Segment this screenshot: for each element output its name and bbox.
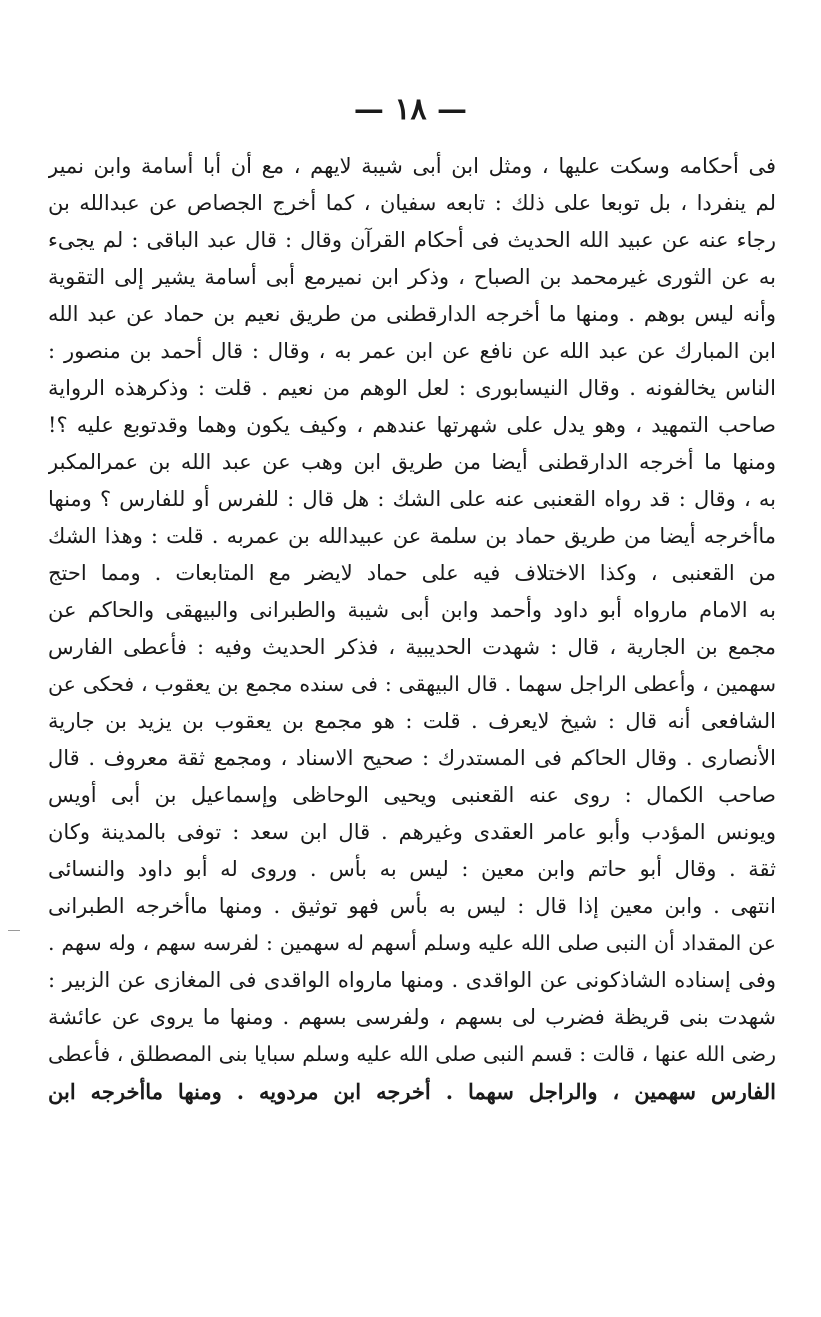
text-line: به ، وقال : قد رواه القعنبى عنه على الشك : هل قال : للفرس أو للفارس ؟ ومنها (48, 487, 776, 511)
page-number: — ١٨ — (353, 92, 468, 127)
text-line: انتهى . وابن معين إذا قال : ليس به بأس فهو توثيق . ومنها ماأخرجه الطبرانى (48, 894, 776, 918)
text-line: به الامام مارواه أبو داود وأحمد وابن أبى شيبة والطبرانى والبيهقى والحاكم عن (48, 598, 776, 622)
text-line: ومنها ما أخرجه الدارقطنى أيضا من طريق ابن وهب عن عبد الله بن عمرالمكبر (48, 450, 776, 474)
text-line: رضى الله عنها ، قالت : قسم النبى صلى الله عليه وسلم سبايا بنى المصطلق ، فأعطى (48, 1042, 776, 1066)
text-line: الناس يخالفونه . وقال النيسابورى : لعل الوهم من نعيم . قلت : وذكرهذه الرواية (48, 376, 776, 400)
text-line: صاحب التمهيد ، وهو يدل على شهرتها عندهم ، وكيف يكون وهما وقدتوبع عليه ؟! (48, 413, 776, 437)
text-line: الفارس سهمين ، والراجل سهما . أخرجه ابن مردويه . ومنها ماأخرجه ابن (48, 1079, 776, 1104)
text-line: به عن الثورى غيرمحمد بن الصباح ، وذكر ابن نميرمع أبى أسامة يشير إلى التقوية (48, 265, 776, 289)
text-line: وفى إسناده الشاذكونى عن الواقدى . ومنها مارواه الواقدى فى المغازى عن الزبير : (48, 968, 776, 992)
text-line: ثقة . وقال أبو حاتم وابن معين : ليس به بأس . وروى له أبو داود والنسائى (48, 857, 776, 881)
text-line: شهدت بنى قريظة فضرب لى بسهم ، ولفرسى بسهم . ومنها ما يروى عن عائشة (48, 1005, 776, 1029)
text-body (48, 148, 776, 1110)
text-line: رجاء عنه عن عبيد الله الحديث فى أحكام القرآن وقال : قال عبد الباقى : لم يجىء (48, 228, 776, 252)
text-line: عن المقداد أن النبى صلى الله عليه وسلم أسهم له سهمين : لفرسه سهم ، وله سهم . (48, 931, 776, 955)
text-line: الشافعى أنه قال : شيخ لايعرف . قلت : هو مجمع بن يعقوب بن يزيد بن جارية (48, 709, 776, 733)
text-line: مجمع بن الجارية ، قال : شهدت الحديبية ، فذكر الحديث وفيه : فأعطى الفارس (48, 635, 776, 659)
text-line: لم ينفردا ، بل توبعا على ذلك : تابعه سفيان ، كما أخرج الجصاص عن عبدالله بن (48, 191, 776, 215)
text-line: فى أحكامه وسكت عليها ، ومثل ابن أبى شيبة لايهم ، مع أن أبا أسامة وابن نمير (48, 154, 776, 178)
text-line: ويونس المؤدب وأبو عامر العقدى وغيرهم . قال ابن سعد : توفى بالمدينة وكان (48, 820, 776, 844)
text-line: من القعنبى ، وكذا الاختلاف فيه على حماد لايضر مع المتابعات . ومما احتج (48, 561, 776, 585)
text-line: ماأخرجه أيضا من طريق حماد بن سلمة عن عبيدالله بن عمربه . قلت : وهذا الشك (48, 524, 776, 548)
text-line: الأنصارى . وقال الحاكم فى المستدرك : صحيح الاسناد ، ومجمع ثقة معروف . قال (48, 746, 776, 770)
text-line: صاحب الكمال : روى عنه القعنبى ويحيى الوحاظى وإسماعيل بن أبى أويس (48, 783, 776, 807)
text-line: سهمين ، وأعطى الراجل سهما . قال البيهقى : فى سنده مجمع بن يعقوب ، فحكى عن (48, 672, 776, 696)
text-line: وأنه ليس بوهم . ومنها ما أخرجه الدارقطنى من طريق نعيم بن حماد عن عبد الله (48, 302, 776, 326)
margin-mark (8, 930, 20, 931)
text-line: ابن المبارك عن عبد الله عن نافع عن ابن عمر به ، وقال : قال أحمد بن منصور : (48, 339, 776, 363)
